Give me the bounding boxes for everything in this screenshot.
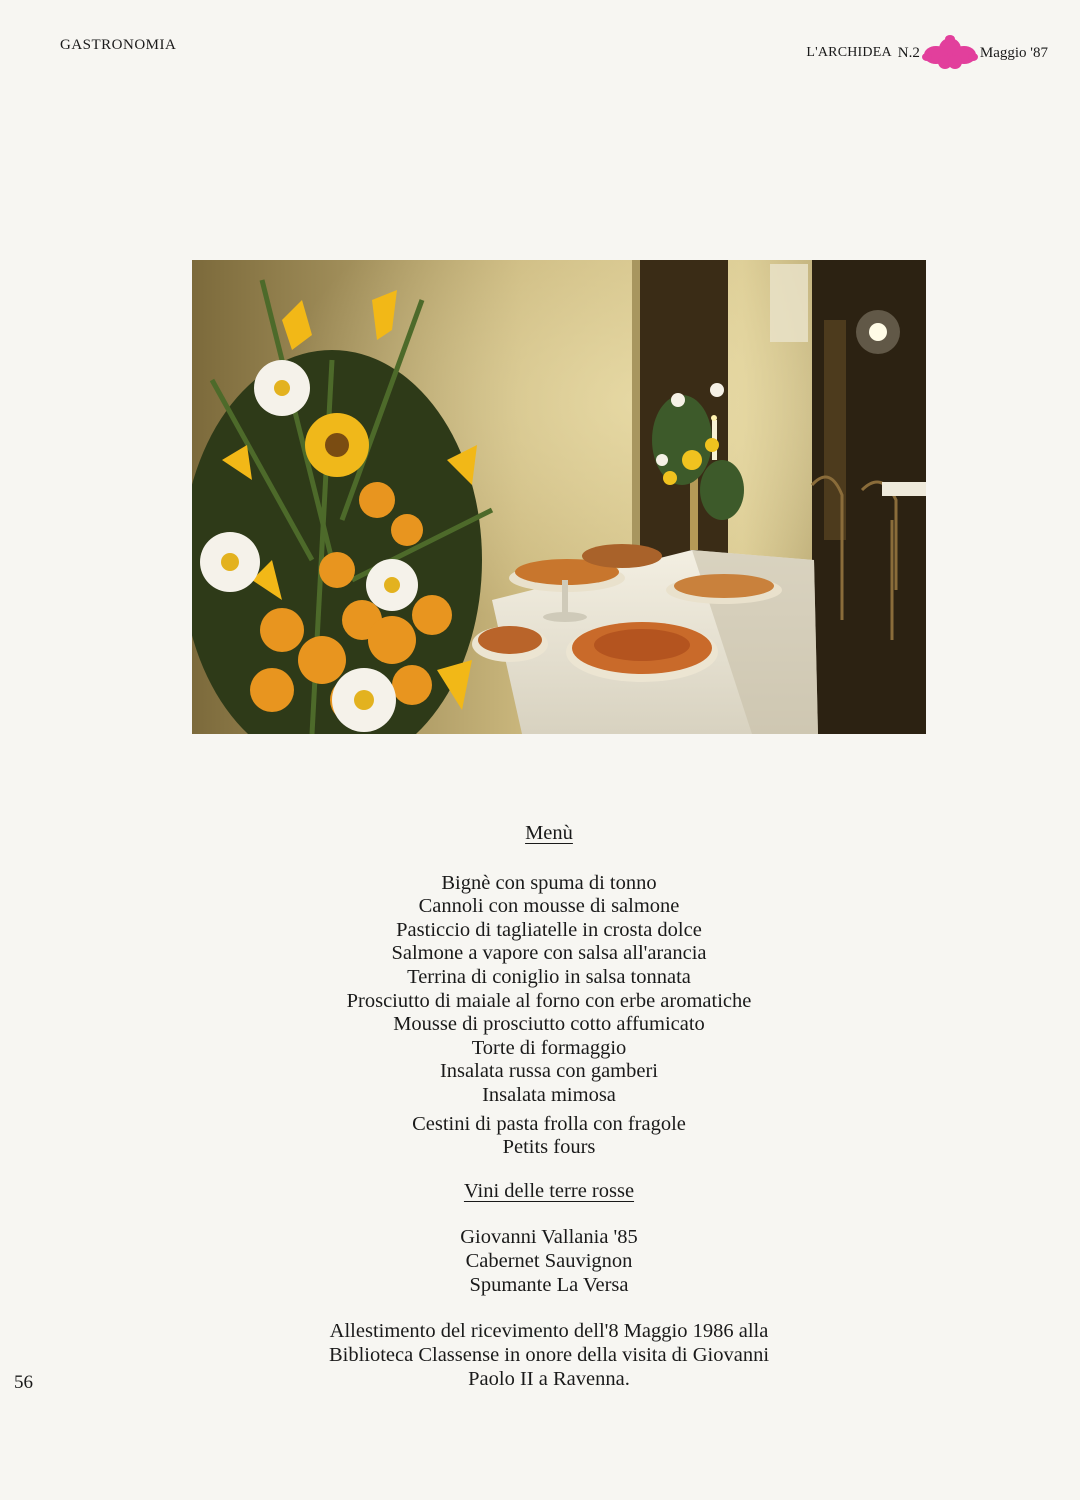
photo-caption: [250, 1319, 848, 1391]
masthead-header: [806, 35, 1048, 71]
caption-line: Paolo II a Ravenna.: [468, 1368, 630, 1391]
wines-heading: Vini delle terre rosse: [463, 1179, 635, 1202]
menu-item: Prosciutto di maiale al forno con erbe aromatiche: [346, 989, 752, 1012]
buffet-photo: [192, 260, 926, 734]
wine-item: Spumante La Versa: [469, 1273, 629, 1296]
issue-date: Maggio '87: [979, 44, 1048, 61]
orchid-icon: [922, 35, 978, 71]
menu-item: Terrina di coniglio in salsa tonnata: [407, 965, 691, 988]
wine-item: Cabernet Sauvignon: [465, 1249, 633, 1272]
menu-item: Bignè con spuma di tonno: [441, 871, 657, 894]
wine-list: [250, 1226, 848, 1297]
menu-item: Cestini di pasta frolla con fragole: [412, 1112, 686, 1135]
menu-item: Cannoli con mousse di salmone: [418, 895, 680, 918]
magazine-name: L'ARCHIDEA: [806, 45, 892, 60]
menu-item: Petits fours: [502, 1136, 596, 1159]
menu-item: Salmone a vapore con salsa all'arancia: [391, 942, 707, 965]
page-number: 56: [14, 1372, 33, 1393]
menu-item: Insalata mimosa: [482, 1083, 616, 1106]
issue-number: N.2: [897, 44, 920, 61]
section-title: GASTRONOMIA: [60, 37, 177, 53]
menu-item: Pasticcio di tagliatelle in crosta dolce: [396, 918, 702, 941]
menu-heading: Menù: [525, 822, 573, 844]
menu-item: Torte di formaggio: [471, 1036, 627, 1059]
wine-item: Giovanni Vallania '85: [460, 1226, 638, 1249]
caption-line: Allestimento del ricevimento dell'8 Maggio 1986 alla: [329, 1320, 769, 1343]
menu-item: Insalata russa con gamberi: [439, 1060, 658, 1083]
menu-section: [250, 822, 848, 1391]
caption-line: Biblioteca Classense in onore della visita di Giovanni: [328, 1344, 770, 1367]
menu-list: [250, 872, 848, 1160]
menu-item: Mousse di prosciutto cotto affumicato: [393, 1013, 705, 1036]
